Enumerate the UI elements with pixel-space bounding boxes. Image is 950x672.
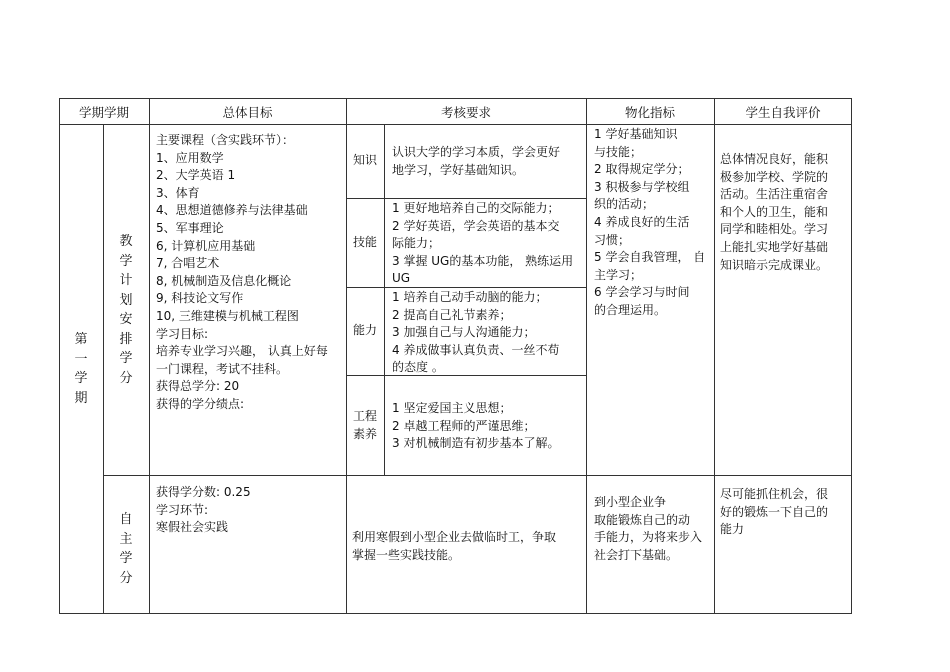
section2-indicators: 到小型企业争 取能锻炼自己的动 手能力，为将来步入 社会打下基础。 — [594, 495, 703, 562]
section1-self-eval: 总体情况良好，能积 极参加学校、学院的 活动。生活注重宿舍 和个人的卫生，能和 同学和睦相处。学习 上能扎实地学好基础 知识暗示完成课业。 — [720, 152, 829, 272]
section1-indicators: 1 学好基础知识 与技能； 2 取得规定学分； 3 积极参与学校组 织的活动； 4 养成良好的生活 习惯； 5 学会自我管理， 自 主学习； 6 学会学习与时间 的合理运用。 — [594, 127, 706, 317]
req-category-engineering: 工程 素养 — [352, 409, 377, 441]
req-content-ability: 1 培养自己动手动脑的能力； 2 提高自己礼节素养； 3 加强自己与人沟通能力； 4 养成做事认真负责、一丝不苟 的态度 。 — [392, 290, 560, 375]
header-goals: 总体目标 — [222, 105, 273, 120]
section2-goals: 获得学分数: 0.25 学习环节: 寒假社会实践 — [156, 485, 251, 535]
section1-goals: 主要课程（含实践环节）： 1、应用数学 2、大学英语 1 3、体育 4、思想道德修养与法律基础 5、军事理论 6, 计算机应用基础 7, 合唱艺术 8, 机械制造及信息化概论 9, 科技论文写作 10, 三维建模与机械工程图 学习目标: 培养专业学习兴趣， 认真上好每 一门课程，考试不挂科。 获得总学分: 20 获得的学分绩点: — [156, 133, 328, 411]
req-content-skill: 1 更好地培养自己的交际能力； 2 学好英语，学会英语的基本交 际能力； 3 掌握 UG的基本功能， 熟练运用 UG — [392, 201, 574, 286]
section2-requirements: 利用寒假到小型企业去做临时工，争取 掌握一些实践技能。 — [352, 530, 557, 562]
section2-label: 自 主 学 分 — [119, 512, 133, 586]
header-indicators: 物化指标 — [624, 105, 675, 120]
req-category-ability: 能力 — [352, 323, 377, 337]
section1-label: 教 学 计 划 安 排 学 分 — [119, 234, 133, 386]
req-category-knowledge: 知识 — [352, 153, 377, 167]
section2-self-eval: 尽可能抓住机会，很 好的锻炼一下自己的 能力 — [720, 487, 829, 537]
header-term: 学期学期 — [78, 105, 129, 120]
req-content-knowledge: 认识大学的学习本质，学会更好 地学习，学好基础知识。 — [392, 145, 561, 177]
req-category-skill: 技能 — [352, 235, 377, 249]
header-self-eval: 学生自我评价 — [745, 105, 821, 120]
term-label: 第 一 学 期 — [74, 332, 88, 406]
header-requirements: 考核要求 — [440, 105, 491, 120]
req-content-engineering: 1 坚定爱国主义思想； 2 卓越工程师的严谨思维； 3 对机械制造有初步基本了解。 — [392, 401, 560, 451]
